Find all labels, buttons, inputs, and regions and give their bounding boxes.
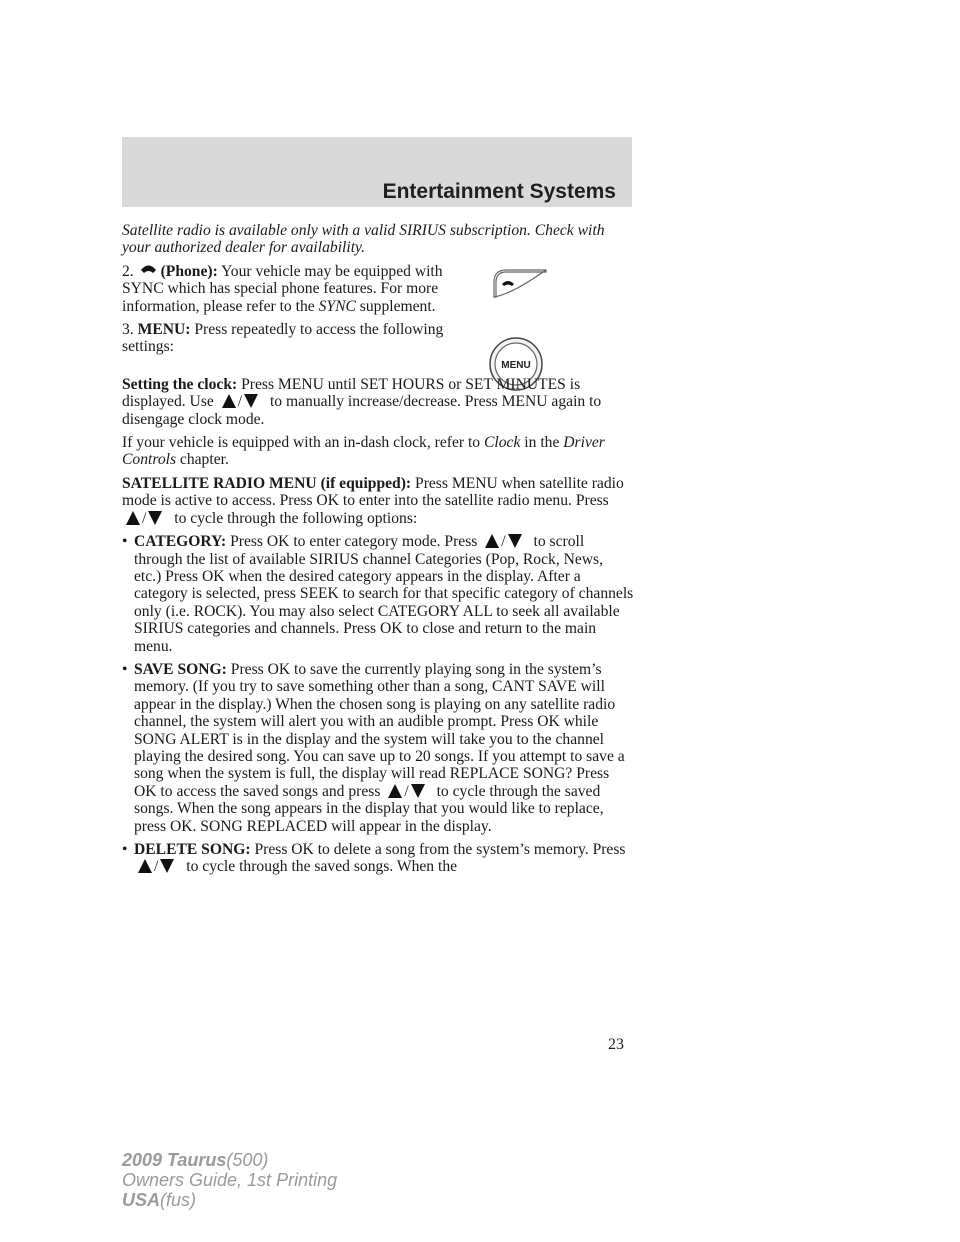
up-arrow-icon <box>222 394 236 408</box>
list-item: • CATEGORY: Press OK to enter category mode. Press / to scroll through the list of available SIRIUS channel Categories (Pop, Rock, News, etc.) Press OK when the desired category appears in the display. After a category is selected, press SEEK to search for that specific category of channels only (i.e. ROCK). You may also select CATEGORY ALL to seek all available SIRIUS categories and channels. Press OK to close and return to the main menu. <box>122 533 634 655</box>
up-arrow-icon <box>126 511 140 525</box>
subscription-note: Satellite radio is available only with a valid SIRIUS subscription. Check with your authorized dealer for availability. <box>122 222 605 257</box>
up-down-arrows: / <box>386 783 426 800</box>
down-arrow-icon <box>160 859 174 873</box>
footer <box>122 1150 337 1210</box>
page-content <box>122 222 634 882</box>
up-down-arrows: / <box>483 533 523 550</box>
footer-line-2: Owners Guide, 1st Printing <box>122 1170 338 1190</box>
up-arrow-icon <box>388 784 402 798</box>
up-down-arrows: / <box>136 858 176 875</box>
section-title: Entertainment Systems <box>382 180 616 203</box>
up-down-arrows: / <box>124 510 164 527</box>
up-down-arrows: / <box>220 393 260 410</box>
section-header-band <box>122 137 632 207</box>
phone-icon <box>140 263 157 274</box>
up-arrow-icon <box>138 859 152 873</box>
footer-line-3: USA(fus) <box>122 1190 197 1210</box>
menu-button-label: MENU <box>501 360 531 371</box>
clock-reference-paragraph: If your vehicle is equipped with an in-dash clock, refer to Clock in the Driver Controls chapter. <box>122 434 605 469</box>
down-arrow-icon <box>148 511 162 525</box>
bullet-dot: • <box>122 841 128 858</box>
phone-item: 2. (Phone): Your vehicle may be equipped with SYNC which has special phone features. For more information, please refer to the SYNC supplement. <box>122 262 443 315</box>
down-arrow-icon <box>508 534 522 548</box>
down-arrow-icon <box>411 784 425 798</box>
bullet-dot: • <box>122 533 128 551</box>
footer-line-1: 2009 Taurus(500) <box>122 1150 269 1170</box>
list-item: • DELETE SONG: Press OK to delete a song from the system’s memory. Press / to cycle through the saved songs. When the <box>122 841 626 876</box>
list-item: • SAVE SONG: Press OK to save the currently playing song in the system’s memory. (If you try to save something other than a song, CANT SAVE will appear in the display.) When the chosen song is playing on any satellite radio channel, the system will alert you with an audible prompt. Press OK while SONG ALERT is in the display and the system will take you to the channel playing the desired song. You can save up to 20 songs. If you attempt to save a song when the system is full, the display will read REPLACE SONG? Press OK to access the saved songs and press / to cycle through the saved songs. When the song appears in the display that you would like to replace, press OK. SONG REPLACED will appear in the display. <box>122 660 625 835</box>
page-number: 23 <box>608 1036 624 1053</box>
up-arrow-icon <box>485 534 499 548</box>
menu-item: 3. MENU: Press repeatedly to access the following settings: <box>122 321 444 356</box>
bullet-dot: • <box>122 660 128 678</box>
satellite-menu-paragraph: SATELLITE RADIO MENU (if equipped): Press MENU when satellite radio mode is active to access. Press OK to enter into the satellite radio menu. Press / to cycle through the following options: <box>122 474 624 527</box>
down-arrow-icon <box>244 394 258 408</box>
setting-clock-paragraph: Setting the clock: Press MENU until SET HOURS or SET MINUTES is displayed. Use / to manually increase/decrease. Press MENU again to disengage clock mode. <box>122 375 602 428</box>
